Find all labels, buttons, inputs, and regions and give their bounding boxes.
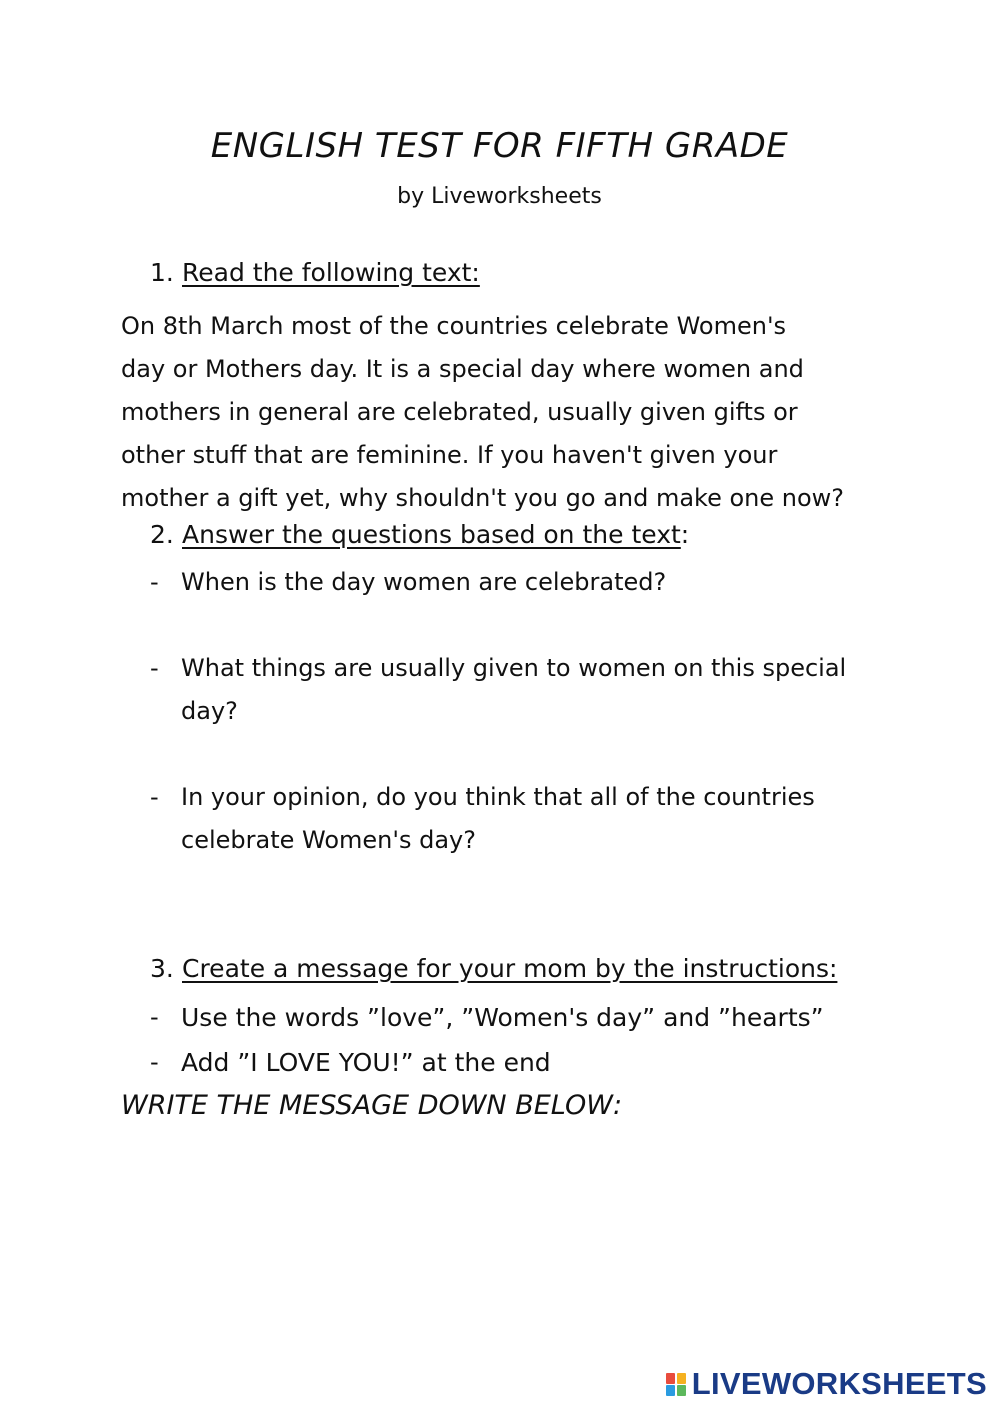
reading-text	[121, 305, 881, 520]
instruction-2	[150, 1041, 551, 1084]
reading-text-line: mother a gift yet, why shouldn't you go and make one now?	[121, 484, 845, 512]
question-text	[181, 561, 666, 604]
question-3	[150, 776, 815, 854]
logo-block	[677, 1373, 686, 1384]
question-1	[150, 561, 667, 604]
instruction-line: Add ”I LOVE YOU!” at the end	[181, 1048, 551, 1077]
section-3-number: 3.	[150, 954, 174, 983]
logo-wordmark: LIVEWORKSHEETS	[691, 1366, 987, 1401]
worksheet-subtitle: by Liveworksheets	[397, 184, 602, 209]
bullet-dash: -	[150, 654, 159, 682]
reading-text-line: other stuff that are feminine. If you haven't given your	[121, 441, 778, 469]
write-message-prompt: WRITE THE MESSAGE DOWN BELOW:	[121, 1090, 623, 1121]
liveworksheets-logo	[666, 1364, 987, 1404]
section-1-title: Read the following text:	[182, 258, 480, 287]
instruction-line: Use the words ”love”, ”Women's day” and ”hearts”	[181, 1003, 824, 1032]
question-2	[150, 647, 847, 725]
liveworksheets-logo-icon	[666, 1371, 688, 1397]
bullet-dash: -	[150, 568, 159, 596]
section-2-number: 2.	[150, 520, 174, 549]
question-line: day?	[181, 697, 238, 725]
question-text	[181, 647, 846, 733]
logo-block	[677, 1385, 686, 1396]
bullet-dash: -	[150, 1003, 159, 1031]
question-line: In your opinion, do you think that all of the countries	[181, 783, 815, 811]
logo-block	[666, 1385, 675, 1396]
instruction-1	[150, 996, 824, 1039]
question-text	[181, 776, 815, 862]
section-1-heading	[150, 258, 480, 287]
reading-text-line: mothers in general are celebrated, usually given gifts or	[121, 398, 798, 426]
section-3-heading	[150, 954, 837, 983]
section-3-title: Create a message for your mom by the instructions:	[182, 954, 838, 983]
bullet-dash: -	[150, 1048, 159, 1076]
question-line: What things are usually given to women on this special	[181, 654, 847, 682]
logo-block	[666, 1373, 675, 1384]
section-2-heading	[150, 520, 689, 549]
section-2-title: Answer the questions based on the text	[182, 520, 681, 549]
worksheet-title: ENGLISH TEST FOR FIFTH GRADE	[210, 126, 789, 166]
instruction-text	[181, 1041, 551, 1084]
instruction-text	[181, 996, 824, 1039]
section-1-number: 1.	[150, 258, 174, 287]
reading-text-line: day or Mothers day. It is a special day where women and	[121, 355, 804, 383]
bullet-dash: -	[150, 783, 159, 811]
section-2-title-colon: :	[680, 520, 690, 549]
reading-text-line: On 8th March most of the countries celebrate Women's	[121, 312, 787, 340]
question-line: When is the day women are celebrated?	[181, 568, 667, 596]
question-line: celebrate Women's day?	[181, 826, 476, 854]
